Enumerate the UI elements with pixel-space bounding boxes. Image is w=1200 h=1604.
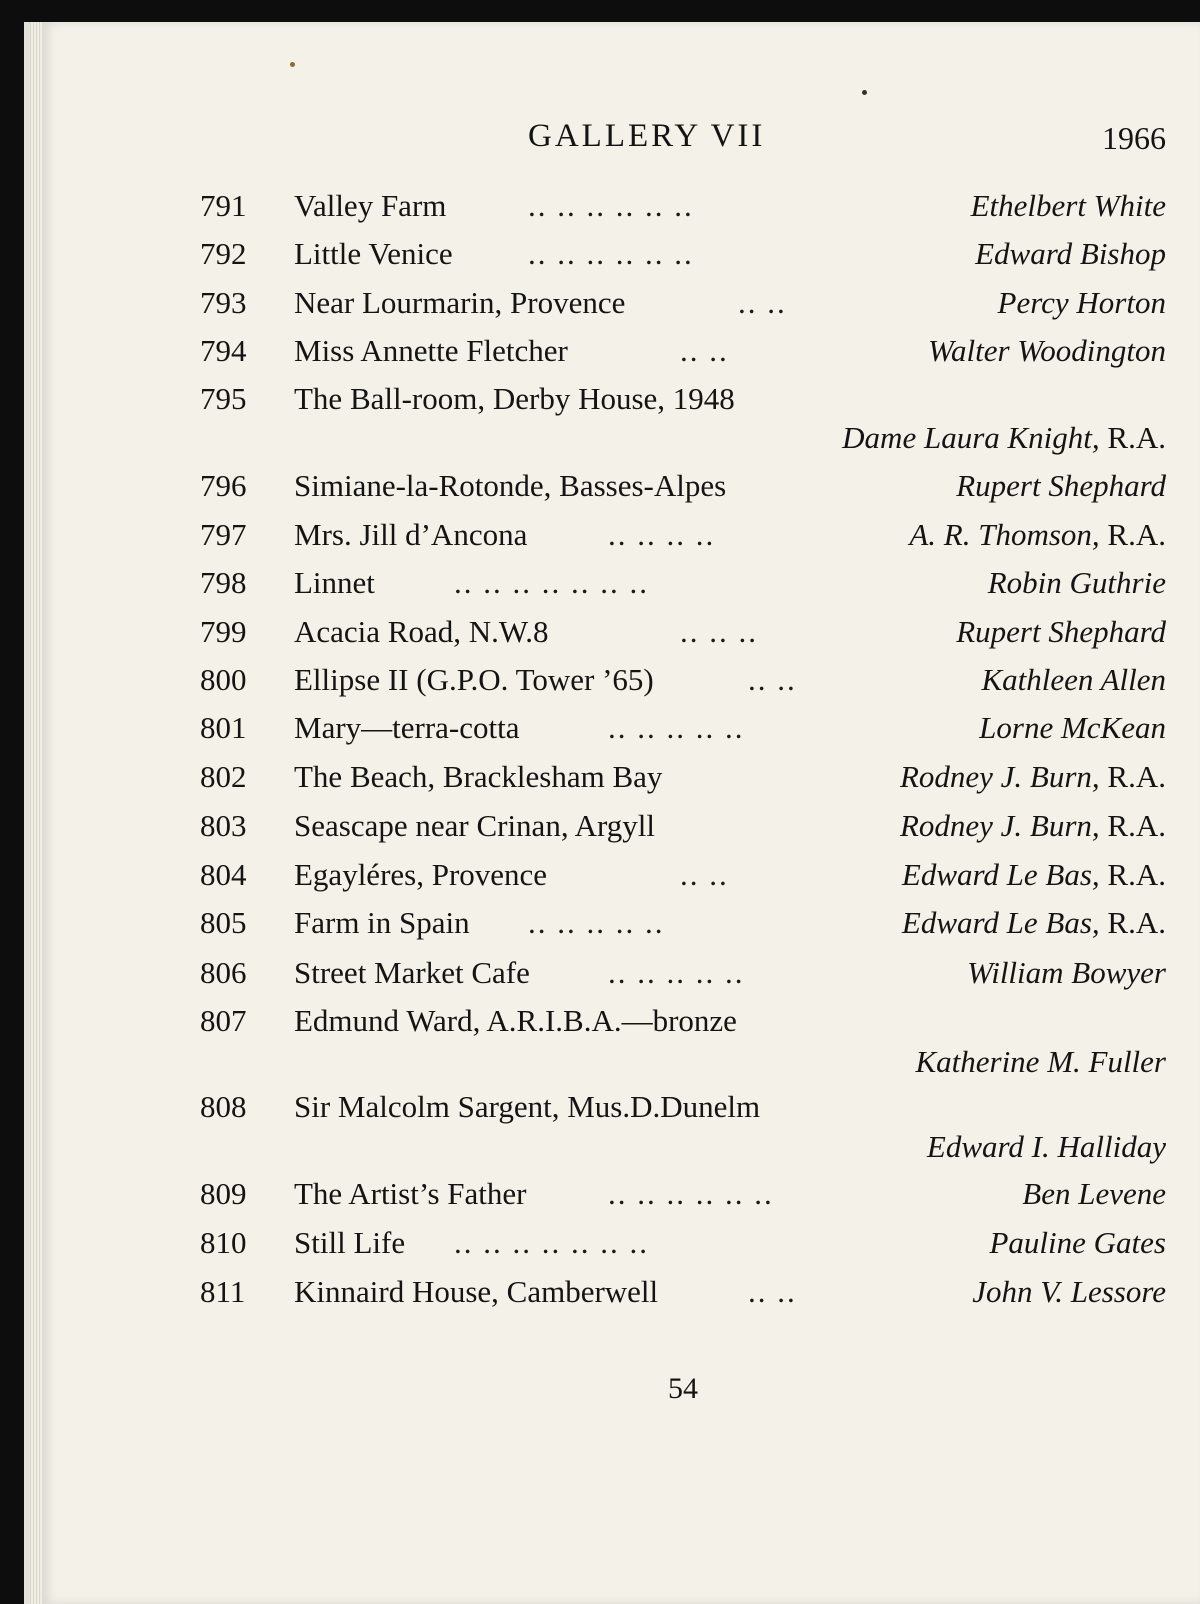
catalogue-entry <box>200 857 1166 903</box>
entry-artist <box>975 236 1166 272</box>
page-number: 54 <box>668 1372 698 1405</box>
entry-artist <box>902 857 1166 893</box>
catalogue-entry <box>200 1225 1166 1271</box>
entry-artist <box>928 333 1166 369</box>
leader-dots: .. .. .. .. .. .. .. <box>454 565 649 600</box>
entry-artist <box>915 1044 1166 1080</box>
leader-dots: .. .. .. <box>680 614 758 649</box>
entry-number: 808 <box>200 1089 247 1124</box>
leader-dots: .. .. <box>748 662 797 697</box>
catalogue-entry <box>200 1274 1166 1320</box>
entry-artist <box>990 1225 1167 1261</box>
entry-artist <box>988 565 1166 601</box>
gallery-title: GALLERY VII <box>528 118 766 154</box>
artist-name: Robin Guthrie <box>987 565 1166 600</box>
catalogue-entry <box>200 236 1166 282</box>
artist-name: Edward Le Bas, <box>901 857 1100 892</box>
leader-dots: .. .. .. .. .. .. <box>528 236 694 271</box>
leader-dots: .. .. .. .. .. .. .. <box>454 1225 649 1260</box>
paper-speck <box>290 62 295 67</box>
catalogue-entry <box>200 614 1166 660</box>
catalogue-entry <box>200 565 1166 611</box>
entry-artist <box>900 808 1166 844</box>
entry-title: The Ball-room, Derby House, 1948 <box>294 381 735 416</box>
entry-title: The Beach, Bracklesham Bay <box>294 759 663 794</box>
entry-artist <box>842 420 1166 456</box>
artist-honour: R.A. <box>1107 759 1166 794</box>
entry-artist <box>981 662 1166 698</box>
entry-title: Seascape near Crinan, Argyll <box>294 808 655 843</box>
artist-honour: R.A. <box>1107 517 1166 552</box>
entry-title: The Artist’s Father <box>294 1176 527 1211</box>
entry-number: 804 <box>200 857 247 892</box>
entry-artist <box>900 759 1166 795</box>
artist-honour: R.A. <box>1107 420 1166 455</box>
entry-title: Valley Farm <box>294 188 447 223</box>
artist-name: Rupert Shephard <box>956 468 1166 503</box>
catalogue-entry <box>200 188 1166 234</box>
catalogue-entry <box>200 808 1166 854</box>
catalogue-entry <box>200 517 1166 563</box>
catalogue-entry <box>200 1176 1166 1222</box>
entry-artist <box>1022 1176 1166 1212</box>
entry-number: 792 <box>200 236 247 271</box>
entry-number: 801 <box>200 710 247 745</box>
artist-name: John V. Lessore <box>972 1274 1166 1309</box>
entry-artist <box>967 955 1166 991</box>
catalogue-entry <box>200 905 1166 951</box>
entry-artist <box>902 905 1166 941</box>
artist-name: Edward I. Halliday <box>926 1129 1166 1164</box>
entry-title: Simiane-la-Rotonde, Basses-Alpes <box>294 468 727 503</box>
entry-title: Farm in Spain <box>294 905 470 940</box>
entry-title: Mary—terra-cotta <box>294 710 520 745</box>
entry-artist <box>927 1129 1166 1165</box>
entry-number: 791 <box>200 188 247 223</box>
artist-name: William Bowyer <box>967 955 1166 990</box>
catalogue-entry <box>200 710 1166 756</box>
page-header <box>0 118 1200 162</box>
entry-number: 805 <box>200 905 247 940</box>
entry-title: Edmund Ward, A.R.I.B.A.—bronze <box>294 1003 737 1038</box>
artist-honour: R.A. <box>1107 857 1166 892</box>
entry-number: 811 <box>200 1274 246 1309</box>
leader-dots: .. .. .. .. .. .. <box>528 188 694 223</box>
artist-name: Walter Woodington <box>928 333 1166 368</box>
entry-title: Mrs. Jill d’Ancona <box>294 517 528 552</box>
leader-dots: .. .. .. .. .. <box>608 710 745 745</box>
leader-dots: .. .. <box>748 1274 797 1309</box>
entry-number: 807 <box>200 1003 247 1038</box>
entry-title: Little Venice <box>294 236 453 271</box>
artist-name: Ben Levene <box>1022 1176 1166 1211</box>
entry-artist <box>998 285 1166 321</box>
leader-dots: .. .. <box>738 285 787 320</box>
artist-name: Rodney J. Burn, <box>899 759 1100 794</box>
catalogue-entry <box>200 285 1166 331</box>
entry-title: Street Market Cafe <box>294 955 530 990</box>
entry-number: 800 <box>200 662 247 697</box>
catalogue-entry <box>200 468 1166 514</box>
entry-artist <box>956 614 1166 650</box>
entry-number: 798 <box>200 565 247 600</box>
artist-name: Ethelbert White <box>970 188 1166 223</box>
artist-name: Pauline Gates <box>989 1225 1166 1260</box>
artist-name: Rodney J. Burn, <box>899 808 1100 843</box>
artist-name: Rupert Shephard <box>956 614 1166 649</box>
entry-title: Still Life <box>294 1225 406 1260</box>
entry-artist <box>972 1274 1166 1310</box>
artist-name: Percy Horton <box>997 285 1166 320</box>
artist-name: Edward Le Bas, <box>901 905 1100 940</box>
entry-number: 795 <box>200 381 247 416</box>
entry-number: 809 <box>200 1176 247 1211</box>
artist-name: Katherine M. Fuller <box>915 1044 1166 1079</box>
entry-number: 793 <box>200 285 247 320</box>
leader-dots: .. .. .. .. .. <box>608 955 745 990</box>
artist-name: Dame Laura Knight, <box>842 420 1100 455</box>
entry-number: 794 <box>200 333 247 368</box>
entry-number: 803 <box>200 808 247 843</box>
catalogue-entry <box>200 955 1166 1001</box>
artist-name: A. R. Thomson, <box>909 517 1100 552</box>
entry-title: Sir Malcolm Sargent, Mus.D.Dunelm <box>294 1089 761 1124</box>
entry-artist <box>956 468 1166 504</box>
entry-title: Linnet <box>294 565 375 600</box>
entry-artist <box>979 710 1166 746</box>
entry-title: Near Lourmarin, Provence <box>294 285 626 320</box>
leader-dots: .. .. .. .. .. .. <box>608 1176 774 1211</box>
catalogue-entry <box>200 333 1166 379</box>
leader-dots: .. .. .. .. .. <box>528 905 665 940</box>
leader-dots: .. .. .. .. <box>608 517 716 552</box>
leader-dots: .. .. <box>680 857 729 892</box>
catalogue-year: 1966 <box>1102 120 1166 156</box>
catalogue-entry <box>200 1003 1166 1049</box>
artist-honour: R.A. <box>1107 808 1166 843</box>
entry-artist <box>971 188 1166 224</box>
entry-number: 806 <box>200 955 247 990</box>
entry-title: Miss Annette Fletcher <box>294 333 568 368</box>
artist-name: Edward Bishop <box>975 236 1166 271</box>
entry-number: 797 <box>200 517 247 552</box>
artist-honour: R.A. <box>1107 905 1166 940</box>
entry-artist <box>909 517 1166 553</box>
entry-number: 796 <box>200 468 247 503</box>
artist-name: Lorne McKean <box>979 710 1166 745</box>
artist-name: Kathleen Allen <box>981 662 1166 697</box>
entry-number: 799 <box>200 614 247 649</box>
catalogue-entry <box>200 662 1166 708</box>
entry-title: Kinnaird House, Camberwell <box>294 1274 659 1309</box>
entry-title: Ellipse II (G.P.O. Tower ’65) <box>294 662 654 697</box>
paper-speck <box>862 90 867 95</box>
catalogue-entry <box>200 759 1166 805</box>
leader-dots: .. .. <box>680 333 729 368</box>
entry-number: 802 <box>200 759 247 794</box>
entry-number: 810 <box>200 1225 247 1260</box>
entry-title: Acacia Road, N.W.8 <box>294 614 549 649</box>
entry-title: Egayléres, Provence <box>294 857 548 892</box>
